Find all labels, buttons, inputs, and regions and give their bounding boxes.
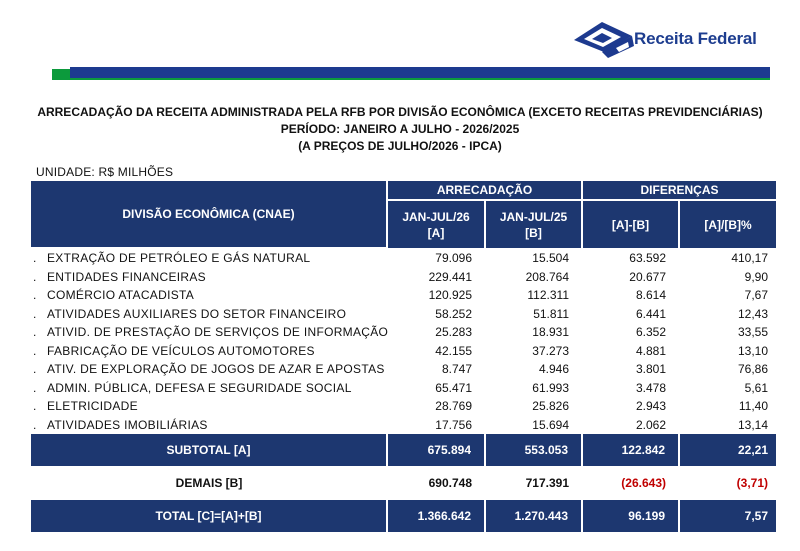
report-period: PERÍODO: JANEIRO A JULHO - 2026/2025: [280, 122, 520, 136]
row-division-name: FABRICAÇÃO DE VEÍCULOS AUTOMOTORES: [47, 343, 315, 358]
subtotal-label: SUBTOTAL [A]: [31, 434, 387, 466]
group-header-diferencas: DIFERENÇAS: [582, 181, 776, 200]
table-row: [31, 286, 776, 305]
row-value-b: 208.764: [525, 269, 569, 284]
row-division-name: ENTIDADES FINANCEIRAS: [47, 269, 206, 284]
row-value-pct: 13,10: [737, 343, 769, 358]
row-value-diff: 4.881: [635, 343, 666, 358]
row-division-name: ADMIN. PÚBLICA, DEFESA E SEGURIDADE SOCIAL: [47, 380, 352, 395]
report-title: ARRECADAÇÃO DA RECEITA ADMINISTRADA PELA RFB POR DIVISÃO ECONÔMICA (EXCETO RECEITAS PREVIDENCIÁRIAS): [37, 105, 763, 119]
row-value-pct: 13,14: [737, 417, 769, 432]
demais-value-diff: (26.643): [621, 476, 666, 490]
row-division-name: ATIVID. DE PRESTAÇÃO DE SERVIÇOS DE INFORMAÇÃO: [47, 325, 389, 339]
column-header-a-period: JAN-JUL/26: [402, 209, 470, 224]
row-bullet: .: [33, 306, 37, 321]
group-header-arrecadacao: ARRECADAÇÃO: [387, 181, 582, 200]
unit-label: UNIDADE: R$ MILHÕES: [36, 165, 174, 179]
row-value-diff: 3.478: [635, 380, 666, 395]
table-row: [31, 342, 776, 361]
row-value-b: 25.826: [532, 399, 569, 413]
row-value-diff: 20.677: [629, 269, 666, 284]
revenue-table: [31, 181, 776, 532]
table-row: [31, 416, 776, 435]
subtotal-value-pct: 22,21: [679, 434, 776, 466]
row-value-pct: 5,61: [744, 380, 769, 395]
report-titles: [0, 104, 800, 155]
row-value-a: 28.769: [435, 399, 472, 413]
header-band-blue: [70, 67, 770, 78]
table-row: [31, 323, 776, 342]
demais-value-b: 717.391: [525, 476, 569, 490]
row-bullet: .: [33, 343, 37, 358]
subtotal-value-a: 675.894: [387, 434, 485, 466]
demais-label: DEMAIS [B]: [175, 476, 243, 490]
row-value-diff: 8.614: [635, 288, 666, 302]
table-row: [31, 248, 776, 268]
brand-name: Receita Federal: [634, 29, 757, 48]
row-division-name: COMÉRCIO ATACADISTA: [47, 288, 195, 302]
row-value-pct: 410,17: [731, 250, 769, 265]
row-division-name: ATIVIDADES AUXILIARES DO SETOR FINANCEIRO: [47, 306, 347, 321]
header-band: [52, 66, 770, 82]
row-bullet: .: [33, 288, 37, 302]
row-bullet: .: [33, 269, 37, 284]
total-value-b: 1.270.443: [485, 500, 582, 532]
row-value-a: 229.441: [428, 269, 472, 284]
row-value-b: 4.946: [538, 362, 569, 376]
page-header: [52, 0, 770, 84]
row-division-name: EXTRAÇÃO DE PETRÓLEO E GÁS NATURAL: [47, 251, 311, 265]
row-bullet: .: [33, 325, 37, 339]
column-header-division: DIVISÃO ECONÔMICA (CNAE): [31, 181, 387, 248]
table-body: [31, 248, 776, 532]
row-division-name: ATIVIDADES IMOBILIÁRIAS: [47, 417, 208, 432]
row-bullet: .: [33, 362, 37, 376]
row-value-b: 15.694: [532, 417, 569, 432]
subtotal-value-b: 553.053: [485, 434, 582, 466]
column-header-b-code: [B]: [525, 225, 542, 240]
total-row: [31, 500, 776, 532]
column-header-a: [387, 200, 485, 248]
row-value-diff: 2.062: [635, 417, 666, 432]
row-value-diff: 2.943: [635, 399, 666, 413]
column-header-a-code: [A]: [427, 225, 445, 240]
row-value-pct: 11,40: [738, 399, 769, 413]
total-value-pct: 7,57: [679, 500, 776, 532]
row-value-b: 51.811: [533, 306, 569, 321]
table-header-row-groups: [31, 181, 776, 200]
subtotal-row: [31, 434, 776, 466]
row-bullet: .: [33, 399, 37, 413]
total-value-diff: 96.199: [582, 500, 679, 532]
row-value-b: 37.273: [532, 343, 569, 358]
row-value-a: 8.747: [441, 362, 472, 376]
column-header-diff: [A]-[B]: [582, 200, 679, 248]
table-row: [31, 397, 776, 416]
row-value-b: 112.311: [527, 288, 569, 302]
row-value-pct: 76,86: [737, 362, 769, 376]
column-header-b-period: JAN-JUL/25: [499, 209, 568, 224]
table-row: [31, 379, 776, 398]
column-header-b: [485, 200, 582, 248]
report-price-basis: (A PREÇOS DE JULHO/2026 - IPCA): [298, 139, 502, 153]
row-value-a: 25.283: [435, 325, 472, 339]
row-value-diff: 6.352: [635, 325, 666, 339]
row-bullet: .: [33, 251, 37, 265]
row-value-a: 42.155: [435, 343, 472, 358]
row-bullet: .: [33, 417, 37, 432]
row-value-a: 58.252: [435, 306, 472, 321]
row-value-a: 17.756: [435, 417, 472, 432]
row-value-a: 120.925: [428, 288, 472, 302]
row-value-b: 61.993: [532, 380, 569, 395]
row-value-pct: 7,67: [744, 288, 769, 302]
row-value-b: 15.504: [532, 250, 569, 265]
row-bullet: .: [33, 380, 37, 395]
receita-federal-logo: [572, 18, 800, 62]
table-row: [31, 360, 776, 379]
demais-value-a: 690.748: [428, 476, 472, 490]
demais-row: [31, 466, 776, 500]
receita-federal-logo-icon: [572, 18, 638, 60]
row-value-diff: 63.592: [629, 250, 666, 265]
row-value-pct: 9,90: [744, 269, 769, 284]
column-header-pct: [A]/[B]%: [679, 200, 776, 248]
row-value-a: 79.096: [435, 250, 472, 265]
row-value-pct: 12,43: [737, 306, 769, 321]
subtotal-value-diff: 122.842: [582, 434, 679, 466]
row-value-pct: 33,55: [737, 325, 769, 339]
row-value-diff: 3.801: [635, 362, 666, 376]
row-division-name: ATIV. DE EXPLORAÇÃO DE JOGOS DE AZAR E APOSTAS: [47, 362, 385, 376]
row-value-a: 65.471: [435, 380, 472, 395]
table-row: [31, 268, 776, 287]
table-row: [31, 305, 776, 324]
row-division-name: ELETRICIDADE: [47, 399, 138, 413]
total-value-a: 1.366.642: [387, 500, 485, 532]
row-value-b: 18.931: [532, 325, 569, 339]
demais-value-pct: (3,71): [736, 476, 769, 490]
total-label: TOTAL [C]=[A]+[B]: [31, 500, 387, 532]
row-value-diff: 6.441: [635, 306, 666, 321]
